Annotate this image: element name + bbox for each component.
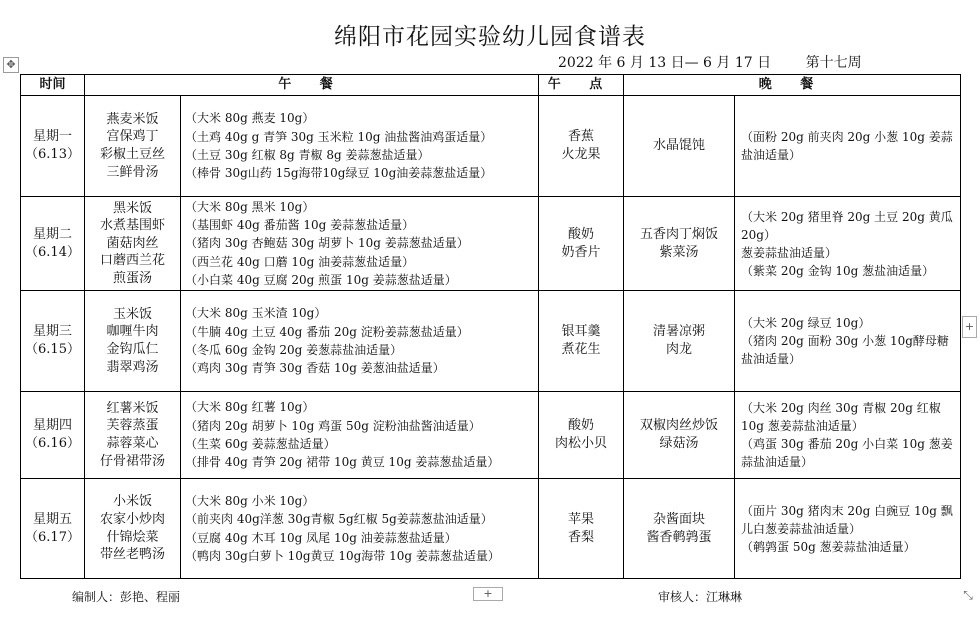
lunch-dish: 农家小炒肉: [99, 511, 165, 527]
dinner-ingredient-line: （面片 30g 猪肉末 20g 白豌豆 10g 飘儿白葱姜蒜盐油适量）: [741, 503, 953, 536]
week-label: 第十七周: [805, 55, 862, 71]
snack-item: 火龙果: [561, 147, 601, 162]
header-lunch-label: 午 餐: [278, 77, 345, 93]
dinner-ingredients-cell: [735, 479, 961, 579]
dinner-dishes-cell: [624, 392, 735, 479]
dinner-ingredient-line: （猪肉 20g 面粉 30g 小葱 10g酵母糖盐油适量）: [741, 334, 949, 366]
lunch-dish: 菌菇肉丝: [106, 235, 159, 251]
lunch-ingredients-cell: [181, 291, 539, 392]
lunch-dishes-cell: [85, 291, 181, 392]
dinner-dish: 紫菜汤: [659, 244, 699, 260]
dinner-ingredient-line: （大米 20g 绿豆 10g）: [741, 316, 871, 330]
lunch-dishes-cell: [85, 392, 181, 479]
lunch-dish: 口蘑西兰花: [99, 253, 165, 269]
lunch-ingredient-line: （基围虾 40g 番茄酱 10g 姜蒜葱盐适量）: [185, 218, 415, 233]
header-row: [21, 75, 961, 96]
day-cell: [21, 291, 85, 392]
header-dinner-label: 晚 餐: [758, 77, 826, 93]
day-cell: [21, 392, 85, 479]
reviewer-label: 审核人：江琳琳: [658, 590, 743, 604]
header-snack: [539, 75, 624, 96]
lunch-dish: 芙蓉蒸蛋: [106, 418, 159, 434]
dinner-dish: 水晶馄饨: [652, 138, 705, 154]
day-cell: [21, 479, 85, 579]
lunch-dish: 水煮基围虾: [99, 218, 165, 234]
lunch-ingredient-line: （牛腩 40g 土豆 40g 番茄 20g 淀粉姜蒜葱盐适量）: [185, 324, 469, 339]
dinner-ingredient-line: （鹌鹑蛋 50g 葱姜蒜盐油适量）: [741, 539, 916, 554]
menu-body: [21, 96, 961, 579]
dinner-ingredient-line: 葱姜蒜盐油适量）: [741, 245, 838, 260]
menu-table: [20, 74, 961, 579]
dinner-ingredient-line: （大米 20g 猪里脊 20g 土豆 20g 黄瓜 20g）: [741, 209, 953, 242]
dinner-dishes-cell: [624, 291, 735, 392]
lunch-dish: 仔骨裙带汤: [99, 453, 165, 469]
day-row: [21, 197, 961, 291]
dinner-dish: 杂酱面块: [652, 511, 705, 527]
lunch-dish: 红薯米饭: [106, 400, 159, 416]
snack-item: 煮花生: [561, 342, 601, 357]
snack-item: 香梨: [567, 529, 594, 545]
lunch-ingredient-line: （小白菜 40g 豆腐 20g 煎蛋 10g 姜蒜葱盐适量）: [185, 272, 457, 287]
header-snack-label: 午 点: [547, 77, 615, 93]
weekday-label: 星期四: [32, 418, 72, 434]
lunch-ingredient-line: （前夹肉 40g洋葱 30g青椒 5g红椒 5g姜蒜葱盐油适量）: [185, 512, 493, 527]
dinner-dish: 酱香鹌鹑蛋: [646, 529, 712, 545]
lunch-dish: 带丝老鸭汤: [99, 547, 165, 563]
dinner-dishes-cell: [624, 479, 735, 579]
header-dinner: [624, 75, 961, 96]
snack-item: 酸奶: [567, 226, 594, 242]
lunch-ingredient-line: （大米 80g 黑米 10g）: [185, 199, 315, 214]
snack-item: 酸奶: [567, 418, 594, 434]
dinner-ingredient-line: （鸡蛋 30g 番茄 20g 小白菜 10g 葱姜蒜盐油适量）: [741, 437, 953, 469]
date-range-row: [558, 52, 862, 72]
lunch-ingredient-line: （棒骨 30g山药 15g海带10g绿豆 10g油姜蒜葱盐适量）: [185, 166, 493, 181]
lunch-dish: 蒜蓉菜心: [106, 436, 159, 451]
lunch-dish: 燕麦米饭: [106, 111, 159, 127]
dinner-ingredients-cell: [735, 392, 961, 479]
lunch-ingredient-line: （鸭肉 30g白萝卜 10g黄豆 10g海带 10g 姜蒜葱盐适量）: [185, 548, 500, 563]
lunch-ingredient-line: （豆腐 40g 木耳 10g 凤尾 10g 油姜蒜葱盐适量）: [185, 530, 457, 545]
lunch-dish: 小米饭: [112, 494, 152, 510]
lunch-dish: 翡翠鸡汤: [106, 359, 159, 375]
lunch-ingredient-line: （西兰花 40g 口蘑 10g 油姜蒜葱盐适量）: [185, 254, 415, 269]
lunch-ingredient-line: （大米 80g 红薯 10g）: [185, 400, 315, 415]
date-label: （6.17）: [25, 529, 80, 545]
day-row: [21, 96, 961, 197]
day-row: [21, 392, 961, 479]
lunch-dish: 黑米饭: [112, 200, 152, 216]
header-time: 时间: [21, 75, 85, 96]
lunch-dish: 金钩瓜仁: [106, 342, 159, 357]
dinner-ingredients-cell: [735, 197, 961, 291]
lunch-ingredient-line: （冬瓜 60g 金钩 20g 姜葱蒜盐油适量）: [185, 343, 403, 357]
snack-item: 香蕉: [567, 129, 594, 145]
lunch-ingredient-line: （鸡肉 30g 青笋 30g 香菇 10g 姜葱油盐适量）: [185, 361, 445, 376]
snack-item: 银耳羹: [561, 324, 601, 340]
date-label: （6.16）: [25, 436, 80, 451]
lunch-dishes-cell: [85, 479, 181, 579]
lunch-ingredient-line: （猪肉 30g 杏鲍菇 30g 胡萝卜 10g 姜蒜葱盐适量）: [185, 236, 469, 251]
lunch-ingredients-cell: [181, 392, 539, 479]
snack-cell: [539, 392, 624, 479]
dinner-dish: 绿菇汤: [659, 436, 699, 451]
date-label: （6.13）: [25, 147, 80, 162]
page-title: 绵阳市花园实验幼儿园食谱表: [334, 24, 646, 50]
table-resize-handle-icon[interactable]: ⤡: [963, 588, 973, 602]
weekday-label: 星期五: [32, 511, 72, 527]
lunch-ingredient-line: （土鸡 40g g 青笋 30g 玉米粒 10g 油盐酱油鸡蛋适量）: [185, 129, 493, 144]
lunch-dish: 彩椒土豆丝: [99, 147, 165, 162]
table-move-handle-icon[interactable]: ✥: [3, 57, 19, 73]
add-column-plus-icon[interactable]: +: [962, 316, 977, 338]
lunch-ingredient-line: （大米 80g 小米 10g）: [185, 493, 315, 508]
dinner-dish: 双椒肉丝炒饭: [639, 418, 718, 434]
header-lunch: [85, 75, 539, 96]
lunch-dishes-cell: [85, 96, 181, 197]
lunch-ingredient-line: （土豆 30g 红椒 8g 青椒 8g 姜蒜葱盐适量）: [185, 148, 430, 162]
day-row: [21, 479, 961, 579]
date-label: （6.15）: [25, 342, 80, 357]
dinner-ingredient-line: （紫菜 20g 金钩 10g 葱盐油适量）: [741, 263, 935, 278]
weekday-label: 星期一: [32, 129, 72, 145]
lunch-ingredient-line: （生菜 60g 姜蒜葱盐适量）: [185, 437, 336, 451]
dinner-dishes-cell: [624, 197, 735, 291]
dinner-ingredient-line: （大米 20g 肉丝 30g 青椒 20g 红椒 10g 葱姜蒜盐油适量）: [741, 401, 941, 433]
lunch-ingredient-line: （大米 80g 玉米渣 10g）: [185, 306, 327, 321]
snack-cell: [539, 96, 624, 197]
day-cell: [21, 197, 85, 291]
weekday-label: 星期二: [32, 226, 72, 242]
day-row: [21, 291, 961, 392]
compiler-label: 编制人：彭艳、程丽: [72, 590, 181, 604]
lunch-ingredient-line: （大米 80g 燕麦 10g）: [185, 111, 315, 126]
dinner-dish: 肉龙: [665, 342, 692, 357]
dinner-dish: 清暑凉粥: [652, 324, 705, 340]
lunch-ingredients-cell: [181, 479, 539, 579]
snack-cell: [539, 291, 624, 392]
lunch-dish: 三鲜骨汤: [106, 164, 159, 180]
snack-item: 苹果: [567, 511, 594, 527]
lunch-ingredients-cell: [181, 197, 539, 291]
lunch-dish: 玉米饭: [112, 306, 152, 322]
lunch-dish: 煎蛋汤: [112, 270, 152, 286]
lunch-ingredients-cell: [181, 96, 539, 197]
dinner-dish: 五香肉丁焖饭: [639, 226, 718, 242]
dinner-ingredients-cell: [735, 96, 961, 197]
lunch-dish: 什锦烩菜: [106, 529, 159, 545]
add-row-plus-icon[interactable]: +: [473, 587, 503, 601]
snack-cell: [539, 479, 624, 579]
lunch-dish: 咖喱牛肉: [106, 324, 159, 340]
lunch-ingredient-line: （排骨 40g 青笋 20g 裙带 10g 黄豆 10g 姜蒜葱盐适量）: [185, 455, 500, 470]
dinner-ingredients-cell: [735, 291, 961, 392]
date-label: （6.14）: [25, 244, 80, 260]
date-range: 2022 年 6 月 13 日— 6 月 17 日: [558, 55, 772, 71]
snack-item: 肉松小贝: [554, 436, 607, 451]
snack-item: 奶香片: [561, 244, 601, 260]
day-cell: [21, 96, 85, 197]
lunch-dish: 宫保鸡丁: [106, 129, 159, 145]
lunch-dishes-cell: [85, 197, 181, 291]
dinner-ingredient-line: （面粉 20g 前夹肉 20g 小葱 10g 姜蒜盐油适量）: [741, 130, 953, 162]
weekday-label: 星期三: [32, 324, 72, 340]
dinner-dishes-cell: [624, 96, 735, 197]
snack-cell: [539, 197, 624, 291]
lunch-ingredient-line: （猪肉 20g 胡萝卜 10g 鸡蛋 50g 淀粉油盐酱油适量）: [185, 418, 481, 433]
